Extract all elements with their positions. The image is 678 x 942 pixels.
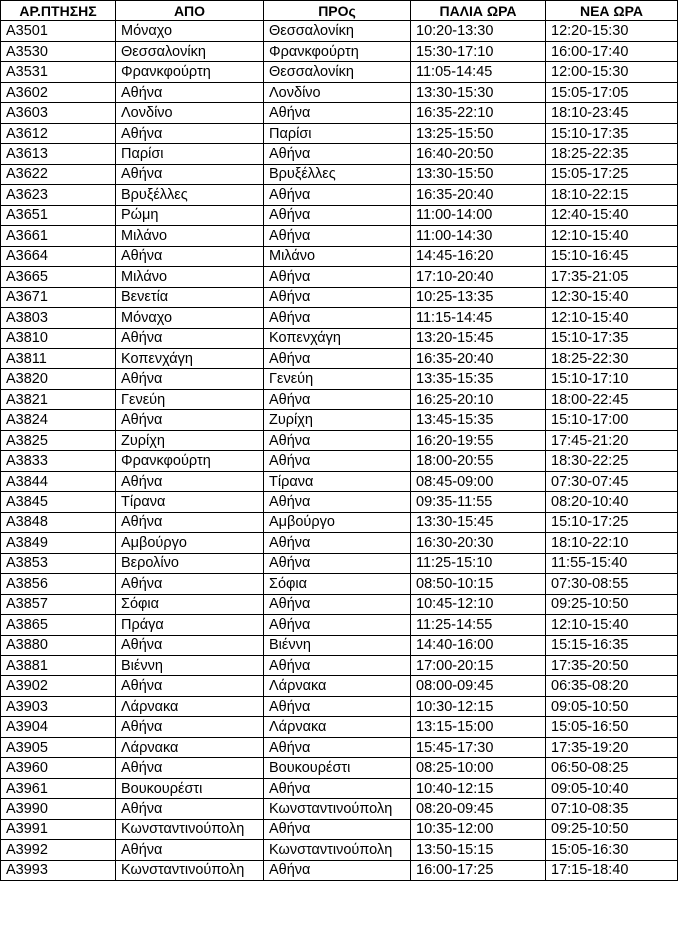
- table-row: [1, 308, 678, 328]
- old-time-cell: 13:25-15:50: [411, 123, 546, 143]
- from-cell: Αθήνα: [116, 574, 264, 594]
- table-row: [1, 410, 678, 430]
- from-cell: Βιέννη: [116, 656, 264, 676]
- old-time-cell: 13:50-15:15: [411, 840, 546, 860]
- flight-number-cell: A3844: [1, 471, 116, 491]
- new-time-cell: 15:05-16:50: [546, 717, 678, 737]
- from-cell: Πράγα: [116, 615, 264, 635]
- table-row: [1, 267, 678, 287]
- from-cell: Μόναχο: [116, 308, 264, 328]
- to-cell: Αθήνα: [264, 553, 411, 573]
- new-time-cell: 15:05-17:25: [546, 164, 678, 184]
- new-time-cell: 12:20-15:30: [546, 21, 678, 41]
- flight-number-cell: A3990: [1, 799, 116, 819]
- flight-number-cell: A3825: [1, 430, 116, 450]
- table-row: [1, 512, 678, 532]
- new-time-cell: 07:10-08:35: [546, 799, 678, 819]
- flight-number-cell: A3849: [1, 533, 116, 553]
- flight-number-cell: A3881: [1, 656, 116, 676]
- old-time-cell: 18:00-20:55: [411, 451, 546, 471]
- from-cell: Αθήνα: [116, 82, 264, 102]
- flight-number-cell: A3623: [1, 185, 116, 205]
- table-row: [1, 778, 678, 798]
- to-cell: Αθήνα: [264, 656, 411, 676]
- to-cell: Ζυρίχη: [264, 410, 411, 430]
- old-time-cell: 08:20-09:45: [411, 799, 546, 819]
- to-cell: Αθήνα: [264, 737, 411, 757]
- flight-number-cell: A3803: [1, 308, 116, 328]
- old-time-cell: 16:35-20:40: [411, 185, 546, 205]
- to-cell: Αθήνα: [264, 389, 411, 409]
- flight-number-cell: A3821: [1, 389, 116, 409]
- flight-number-cell: A3857: [1, 594, 116, 614]
- to-cell: Αθήνα: [264, 492, 411, 512]
- to-cell: Θεσσαλονίκη: [264, 21, 411, 41]
- table-row: [1, 328, 678, 348]
- to-cell: Αμβούργο: [264, 512, 411, 532]
- from-cell: Βουκουρέστι: [116, 778, 264, 798]
- old-time-cell: 13:15-15:00: [411, 717, 546, 737]
- from-cell: Αθήνα: [116, 840, 264, 860]
- flight-number-cell: A3501: [1, 21, 116, 41]
- table-row: [1, 635, 678, 655]
- old-time-cell: 10:45-12:10: [411, 594, 546, 614]
- table-row: [1, 860, 678, 880]
- old-time-cell: 13:45-15:35: [411, 410, 546, 430]
- to-cell: Αθήνα: [264, 144, 411, 164]
- flight-number-cell: A3865: [1, 615, 116, 635]
- old-time-cell: 16:25-20:10: [411, 389, 546, 409]
- flight-number-cell: A3622: [1, 164, 116, 184]
- from-cell: Λονδίνο: [116, 103, 264, 123]
- new-time-cell: 15:05-17:05: [546, 82, 678, 102]
- table-row: [1, 594, 678, 614]
- from-cell: Γενεύη: [116, 389, 264, 409]
- new-time-cell: 17:35-20:50: [546, 656, 678, 676]
- old-time-cell: 09:35-11:55: [411, 492, 546, 512]
- flight-number-cell: A3856: [1, 574, 116, 594]
- to-cell: Φρανκφούρτη: [264, 41, 411, 61]
- to-cell: Αθήνα: [264, 287, 411, 307]
- new-time-cell: 12:10-15:40: [546, 226, 678, 246]
- to-cell: Αθήνα: [264, 267, 411, 287]
- to-cell: Αθήνα: [264, 226, 411, 246]
- flight-number-cell: A3612: [1, 123, 116, 143]
- table-row: [1, 553, 678, 573]
- old-time-cell: 08:25-10:00: [411, 758, 546, 778]
- to-cell: Μιλάνο: [264, 246, 411, 266]
- from-cell: Μιλάνο: [116, 226, 264, 246]
- from-cell: Λάρνακα: [116, 737, 264, 757]
- old-time-cell: 10:25-13:35: [411, 287, 546, 307]
- from-cell: Αθήνα: [116, 410, 264, 430]
- flight-number-cell: A3531: [1, 62, 116, 82]
- table-row: [1, 287, 678, 307]
- new-time-cell: 12:40-15:40: [546, 205, 678, 225]
- to-cell: Αθήνα: [264, 778, 411, 798]
- table-row: [1, 103, 678, 123]
- flight-number-cell: A3833: [1, 451, 116, 471]
- new-time-cell: 09:05-10:40: [546, 778, 678, 798]
- flight-number-cell: A3904: [1, 717, 116, 737]
- new-time-cell: 15:10-17:10: [546, 369, 678, 389]
- from-cell: Ρώμη: [116, 205, 264, 225]
- to-cell: Αθήνα: [264, 819, 411, 839]
- table-row: [1, 348, 678, 368]
- to-cell: Αθήνα: [264, 615, 411, 635]
- to-cell: Αθήνα: [264, 348, 411, 368]
- new-time-cell: 07:30-08:55: [546, 574, 678, 594]
- new-time-cell: 18:10-22:15: [546, 185, 678, 205]
- flight-number-cell: A3903: [1, 696, 116, 716]
- from-cell: Αμβούργο: [116, 533, 264, 553]
- flight-number-cell: A3603: [1, 103, 116, 123]
- from-cell: Αθήνα: [116, 471, 264, 491]
- new-time-cell: 15:10-16:45: [546, 246, 678, 266]
- to-cell: Αθήνα: [264, 205, 411, 225]
- to-cell: Παρίσι: [264, 123, 411, 143]
- new-time-cell: 12:00-15:30: [546, 62, 678, 82]
- header-new-time: ΝΕΑ ΩΡΑ: [546, 1, 678, 21]
- header-row: [1, 1, 678, 21]
- schedule-body: [1, 21, 678, 881]
- new-time-cell: 18:00-22:45: [546, 389, 678, 409]
- from-cell: Αθήνα: [116, 164, 264, 184]
- table-row: [1, 656, 678, 676]
- table-row: [1, 451, 678, 471]
- table-row: [1, 164, 678, 184]
- header-from: ΑΠΟ: [116, 1, 264, 21]
- flight-number-cell: A3661: [1, 226, 116, 246]
- from-cell: Μόναχο: [116, 21, 264, 41]
- to-cell: Αθήνα: [264, 533, 411, 553]
- new-time-cell: 17:35-21:05: [546, 267, 678, 287]
- new-time-cell: 16:00-17:40: [546, 41, 678, 61]
- old-time-cell: 13:20-15:45: [411, 328, 546, 348]
- old-time-cell: 11:00-14:30: [411, 226, 546, 246]
- header-old-time: ΠΑΛΙΑ ΩΡΑ: [411, 1, 546, 21]
- to-cell: Τίρανα: [264, 471, 411, 491]
- new-time-cell: 18:10-23:45: [546, 103, 678, 123]
- from-cell: Τίρανα: [116, 492, 264, 512]
- old-time-cell: 15:30-17:10: [411, 41, 546, 61]
- from-cell: Θεσσαλονίκη: [116, 41, 264, 61]
- flight-number-cell: A3848: [1, 512, 116, 532]
- table-row: [1, 819, 678, 839]
- table-row: [1, 492, 678, 512]
- to-cell: Αθήνα: [264, 308, 411, 328]
- old-time-cell: 08:50-10:15: [411, 574, 546, 594]
- old-time-cell: 17:10-20:40: [411, 267, 546, 287]
- new-time-cell: 09:25-10:50: [546, 594, 678, 614]
- flight-number-cell: A3992: [1, 840, 116, 860]
- flight-number-cell: A3902: [1, 676, 116, 696]
- flight-number-cell: A3853: [1, 553, 116, 573]
- from-cell: Μιλάνο: [116, 267, 264, 287]
- old-time-cell: 13:30-15:45: [411, 512, 546, 532]
- flight-number-cell: A3905: [1, 737, 116, 757]
- to-cell: Σόφια: [264, 574, 411, 594]
- new-time-cell: 15:05-16:30: [546, 840, 678, 860]
- from-cell: Βρυξέλλες: [116, 185, 264, 205]
- new-time-cell: 15:10-17:25: [546, 512, 678, 532]
- from-cell: Σόφια: [116, 594, 264, 614]
- old-time-cell: 17:00-20:15: [411, 656, 546, 676]
- flight-number-cell: A3824: [1, 410, 116, 430]
- new-time-cell: 08:20-10:40: [546, 492, 678, 512]
- flight-number-cell: A3602: [1, 82, 116, 102]
- new-time-cell: 12:30-15:40: [546, 287, 678, 307]
- to-cell: Λάρνακα: [264, 676, 411, 696]
- flight-number-cell: A3820: [1, 369, 116, 389]
- to-cell: Θεσσαλονίκη: [264, 62, 411, 82]
- flight-number-cell: A3991: [1, 819, 116, 839]
- from-cell: Αθήνα: [116, 369, 264, 389]
- to-cell: Αθήνα: [264, 594, 411, 614]
- to-cell: Λονδίνο: [264, 82, 411, 102]
- old-time-cell: 16:00-17:25: [411, 860, 546, 880]
- old-time-cell: 16:40-20:50: [411, 144, 546, 164]
- from-cell: Βενετία: [116, 287, 264, 307]
- to-cell: Αθήνα: [264, 451, 411, 471]
- old-time-cell: 13:30-15:50: [411, 164, 546, 184]
- to-cell: Λάρνακα: [264, 717, 411, 737]
- flight-number-cell: A3651: [1, 205, 116, 225]
- table-row: [1, 471, 678, 491]
- from-cell: Αθήνα: [116, 676, 264, 696]
- table-row: [1, 574, 678, 594]
- to-cell: Γενεύη: [264, 369, 411, 389]
- flight-number-cell: A3613: [1, 144, 116, 164]
- old-time-cell: 11:25-15:10: [411, 553, 546, 573]
- new-time-cell: 17:45-21:20: [546, 430, 678, 450]
- flight-number-cell: A3671: [1, 287, 116, 307]
- flight-number-cell: A3665: [1, 267, 116, 287]
- old-time-cell: 10:20-13:30: [411, 21, 546, 41]
- old-time-cell: 16:35-20:40: [411, 348, 546, 368]
- new-time-cell: 15:10-17:35: [546, 328, 678, 348]
- new-time-cell: 12:10-15:40: [546, 308, 678, 328]
- from-cell: Παρίσι: [116, 144, 264, 164]
- old-time-cell: 10:40-12:15: [411, 778, 546, 798]
- from-cell: Αθήνα: [116, 328, 264, 348]
- new-time-cell: 17:35-19:20: [546, 737, 678, 757]
- table-row: [1, 533, 678, 553]
- new-time-cell: 18:25-22:30: [546, 348, 678, 368]
- flight-number-cell: A3810: [1, 328, 116, 348]
- table-row: [1, 62, 678, 82]
- new-time-cell: 18:25-22:35: [546, 144, 678, 164]
- old-time-cell: 08:00-09:45: [411, 676, 546, 696]
- table-row: [1, 41, 678, 61]
- new-time-cell: 12:10-15:40: [546, 615, 678, 635]
- old-time-cell: 16:20-19:55: [411, 430, 546, 450]
- table-row: [1, 226, 678, 246]
- old-time-cell: 15:45-17:30: [411, 737, 546, 757]
- to-cell: Βρυξέλλες: [264, 164, 411, 184]
- from-cell: Αθήνα: [116, 758, 264, 778]
- table-row: [1, 615, 678, 635]
- old-time-cell: 08:45-09:00: [411, 471, 546, 491]
- to-cell: Αθήνα: [264, 103, 411, 123]
- flight-number-cell: A3961: [1, 778, 116, 798]
- old-time-cell: 13:30-15:30: [411, 82, 546, 102]
- header-flight-number: ΑΡ.ΠΤΗΣΗΣ: [1, 1, 116, 21]
- new-time-cell: 09:25-10:50: [546, 819, 678, 839]
- new-time-cell: 11:55-15:40: [546, 553, 678, 573]
- new-time-cell: 09:05-10:50: [546, 696, 678, 716]
- to-cell: Κωνσταντινούπολη: [264, 840, 411, 860]
- to-cell: Βουκουρέστι: [264, 758, 411, 778]
- to-cell: Βιέννη: [264, 635, 411, 655]
- to-cell: Αθήνα: [264, 430, 411, 450]
- old-time-cell: 16:35-22:10: [411, 103, 546, 123]
- from-cell: Ζυρίχη: [116, 430, 264, 450]
- table-row: [1, 246, 678, 266]
- old-time-cell: 11:15-14:45: [411, 308, 546, 328]
- old-time-cell: 11:25-14:55: [411, 615, 546, 635]
- from-cell: Βερολίνο: [116, 553, 264, 573]
- new-time-cell: 18:10-22:10: [546, 533, 678, 553]
- flight-number-cell: A3845: [1, 492, 116, 512]
- table-row: [1, 123, 678, 143]
- from-cell: Φρανκφούρτη: [116, 62, 264, 82]
- new-time-cell: 06:35-08:20: [546, 676, 678, 696]
- old-time-cell: 10:30-12:15: [411, 696, 546, 716]
- old-time-cell: 10:35-12:00: [411, 819, 546, 839]
- table-row: [1, 696, 678, 716]
- table-row: [1, 185, 678, 205]
- from-cell: Αθήνα: [116, 717, 264, 737]
- from-cell: Αθήνα: [116, 246, 264, 266]
- table-row: [1, 369, 678, 389]
- to-cell: Κωνσταντινούπολη: [264, 799, 411, 819]
- from-cell: Αθήνα: [116, 123, 264, 143]
- from-cell: Κωνσταντινούπολη: [116, 819, 264, 839]
- table-row: [1, 737, 678, 757]
- old-time-cell: 11:05-14:45: [411, 62, 546, 82]
- new-time-cell: 15:10-17:00: [546, 410, 678, 430]
- old-time-cell: 14:45-16:20: [411, 246, 546, 266]
- new-time-cell: 06:50-08:25: [546, 758, 678, 778]
- table-row: [1, 430, 678, 450]
- to-cell: Αθήνα: [264, 185, 411, 205]
- new-time-cell: 18:30-22:25: [546, 451, 678, 471]
- from-cell: Κοπενχάγη: [116, 348, 264, 368]
- table-row: [1, 676, 678, 696]
- flight-number-cell: A3664: [1, 246, 116, 266]
- new-time-cell: 15:10-17:35: [546, 123, 678, 143]
- old-time-cell: 16:30-20:30: [411, 533, 546, 553]
- from-cell: Αθήνα: [116, 799, 264, 819]
- table-row: [1, 21, 678, 41]
- flight-number-cell: A3811: [1, 348, 116, 368]
- from-cell: Αθήνα: [116, 635, 264, 655]
- table-row: [1, 389, 678, 409]
- old-time-cell: 14:40-16:00: [411, 635, 546, 655]
- table-row: [1, 758, 678, 778]
- old-time-cell: 13:35-15:35: [411, 369, 546, 389]
- header-to: ΠΡΟς: [264, 1, 411, 21]
- from-cell: Κωνσταντινούπολη: [116, 860, 264, 880]
- old-time-cell: 11:00-14:00: [411, 205, 546, 225]
- flight-number-cell: A3880: [1, 635, 116, 655]
- table-row: [1, 144, 678, 164]
- table-row: [1, 205, 678, 225]
- from-cell: Φρανκφούρτη: [116, 451, 264, 471]
- to-cell: Κοπενχάγη: [264, 328, 411, 348]
- new-time-cell: 15:15-16:35: [546, 635, 678, 655]
- table-row: [1, 717, 678, 737]
- from-cell: Λάρνακα: [116, 696, 264, 716]
- to-cell: Αθήνα: [264, 696, 411, 716]
- flight-number-cell: A3960: [1, 758, 116, 778]
- flight-number-cell: A3993: [1, 860, 116, 880]
- to-cell: Αθήνα: [264, 860, 411, 880]
- new-time-cell: 17:15-18:40: [546, 860, 678, 880]
- flight-number-cell: A3530: [1, 41, 116, 61]
- table-row: [1, 840, 678, 860]
- table-row: [1, 82, 678, 102]
- new-time-cell: 07:30-07:45: [546, 471, 678, 491]
- table-row: [1, 799, 678, 819]
- from-cell: Αθήνα: [116, 512, 264, 532]
